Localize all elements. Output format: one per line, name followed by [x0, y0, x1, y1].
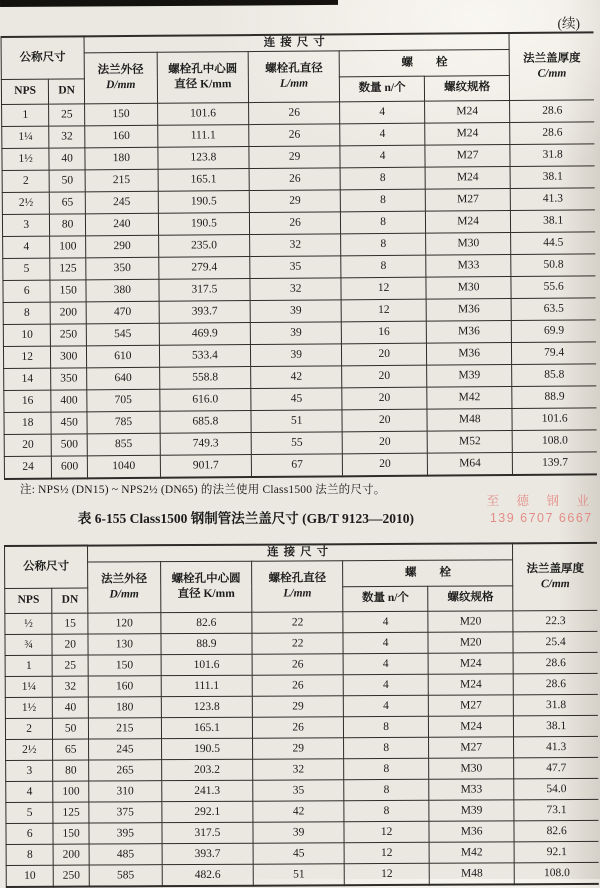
table-cell: 26 — [252, 674, 343, 695]
flange-table-continued — [1, 31, 597, 479]
col-header-nominal-size: 公称尺寸 — [5, 546, 88, 588]
bolt-hole-unit: L/mm — [283, 586, 312, 600]
table-cell: 215 — [85, 169, 158, 192]
continued-marker: (续) — [557, 16, 580, 31]
table-cell: 20 — [342, 343, 427, 366]
table-cell: 32 — [250, 277, 341, 300]
table-cell: 32 — [49, 125, 85, 147]
table-cell: 28.6 — [513, 673, 597, 694]
col-header-dn: DN — [52, 588, 88, 613]
table-cell: 82.6 — [514, 820, 598, 841]
table-cell: 69.9 — [512, 319, 596, 342]
table-cell: M52 — [427, 430, 512, 453]
table-cell: 38.1 — [510, 165, 594, 188]
table-cell: 50.8 — [511, 253, 595, 276]
table-cell: 375 — [89, 801, 162, 822]
table-cell: 14 — [4, 368, 52, 390]
table-cell: 12 — [344, 821, 429, 842]
table-cell: 290 — [86, 235, 159, 258]
col-header-bolt-group: 螺 栓 — [343, 559, 513, 586]
table-cell: 108.0 — [512, 429, 596, 452]
table-cell: 10 — [6, 865, 54, 887]
table-cell: M42 — [427, 386, 512, 409]
table-cell: 101.6 — [161, 654, 252, 675]
table-cell: ¾ — [5, 634, 52, 655]
table-cell: 8 — [6, 844, 53, 865]
table-header — [1, 32, 594, 104]
table-cell: M27 — [429, 736, 514, 757]
table-cell: 80 — [53, 760, 89, 781]
watermark-company: 至 德 钢 业 — [486, 494, 596, 508]
col-header-bolt-hole — [252, 560, 344, 611]
table-cell: 29 — [252, 695, 343, 716]
table-cell: 4 — [6, 781, 53, 802]
table-cell: M24 — [428, 715, 513, 736]
table-cell: 29 — [253, 737, 344, 758]
table-cell: 22 — [252, 611, 343, 632]
table-cell: 1040 — [87, 455, 160, 478]
table-cell: 29 — [249, 145, 340, 168]
table-cell: M36 — [429, 820, 514, 841]
table-cell: 685.8 — [160, 410, 251, 433]
table-cell: 600 — [52, 455, 88, 478]
table-cell: 16 — [4, 390, 52, 412]
watermark — [487, 493, 596, 527]
table-cell: 29 — [249, 189, 340, 212]
table-cell: 18 — [4, 412, 52, 434]
table-cell: M33 — [426, 254, 511, 277]
col-header-flange-od — [88, 561, 161, 612]
table-cell: 8 — [344, 716, 429, 737]
table-cell: 610 — [86, 345, 159, 368]
table-cell: 51 — [253, 863, 344, 885]
table-cell: 32 — [253, 758, 344, 779]
table-cell: 203.2 — [161, 759, 252, 780]
table-cell: M20 — [428, 610, 513, 631]
table-cell: M24 — [425, 122, 510, 145]
table-cell: M27 — [425, 144, 510, 167]
col-header-nps: NPS — [1, 79, 49, 104]
table-cell: 22.3 — [513, 610, 597, 631]
table-cell: M36 — [426, 298, 511, 321]
table-cell: 55.6 — [511, 275, 595, 298]
table-cell: 10 — [3, 324, 51, 346]
table-cell: 500 — [52, 433, 88, 455]
table-cell: 123.8 — [158, 146, 249, 169]
table-cell: 100 — [50, 235, 86, 257]
table-body — [2, 99, 597, 478]
table-row — [6, 862, 599, 887]
table-cell: 26 — [249, 123, 340, 146]
table-cell: 2½ — [2, 192, 50, 214]
bolt-circle-unit: 直径 K/mm — [177, 587, 235, 600]
table-cell: ½ — [5, 613, 52, 634]
table-cell: 51 — [251, 409, 342, 432]
table-cell: 12 — [3, 346, 51, 368]
col-header-cover-thickness — [509, 32, 594, 100]
bolt-hole-unit: L/mm — [279, 77, 309, 90]
table-cell: M39 — [429, 799, 514, 820]
table-cell: 165.1 — [161, 717, 252, 738]
col-header-thread-spec: 螺纹规格 — [424, 75, 510, 101]
table-cell: 160 — [85, 125, 158, 148]
table-cell: M30 — [426, 276, 511, 299]
table-cell: 8 — [344, 800, 429, 821]
col-header-connection-size: 连接尺寸 — [87, 543, 512, 561]
table-cell: 300 — [51, 345, 87, 367]
table-cell: 26 — [249, 101, 340, 124]
table-cell: M39 — [427, 364, 512, 387]
table-cell: 82.6 — [161, 612, 252, 633]
table-header — [5, 543, 598, 613]
table-cell: 20 — [52, 634, 88, 655]
table-cell: 8 — [340, 167, 425, 190]
table-note: 注: NPS½ (DN15) ~ NPS2½ (DN65) 的法兰使用 Class1500 法兰的尺寸。 — [20, 484, 386, 496]
table-cell: 901.7 — [160, 454, 251, 477]
table-cell: 3 — [6, 760, 53, 781]
cover-thickness-label: 法兰盖厚度 — [526, 563, 585, 576]
table-cell: 200 — [50, 301, 86, 323]
table-cell: 215 — [88, 717, 161, 738]
table-cell: 25.4 — [513, 631, 597, 652]
table-cell: 12 — [341, 277, 426, 300]
table-cell: 20 — [4, 434, 52, 456]
table-cell: 40 — [49, 147, 85, 169]
table-cell: 1 — [5, 655, 52, 676]
table-cell: M24 — [425, 100, 510, 123]
table-row — [4, 451, 597, 478]
table-cell: 38.1 — [511, 209, 595, 232]
table-cell: 32 — [250, 233, 341, 256]
table-cell: 63.5 — [511, 297, 595, 320]
table-cell: M33 — [429, 778, 514, 799]
table-cell: 39 — [250, 321, 341, 344]
table-cell: 120 — [88, 612, 161, 633]
table-cell: 85.8 — [512, 363, 596, 386]
table-cell: 180 — [88, 696, 161, 717]
table-cell: 47.7 — [514, 757, 598, 778]
table-cell: 250 — [51, 323, 87, 345]
table-cell: M48 — [427, 408, 512, 431]
table-cell: 393.7 — [162, 843, 253, 864]
table-cell: 5 — [3, 258, 51, 280]
table-cell: 39 — [250, 299, 341, 322]
table-cell: 190.5 — [158, 190, 249, 213]
table-cell: 469.9 — [159, 322, 250, 345]
table-cell: 12 — [344, 842, 429, 863]
table-cell: 40 — [53, 697, 89, 718]
table-cell: 55 — [251, 431, 342, 454]
table-cell: 31.8 — [514, 694, 598, 715]
bolt-circle-unit: 直径 K/mm — [174, 77, 232, 91]
table-cell: 45 — [253, 842, 344, 863]
table-cell: 558.8 — [159, 366, 250, 389]
table-cell: 4 — [3, 236, 51, 258]
table-cell: 190.5 — [161, 738, 252, 759]
table-cell: 139.7 — [513, 451, 597, 474]
table-cell: 4 — [343, 611, 428, 632]
table-cell: 4 — [343, 674, 428, 695]
table-cell: 350 — [51, 367, 87, 389]
table-cell: 38.1 — [514, 715, 598, 736]
table-cell: M36 — [426, 342, 511, 365]
col-header-flange-od — [84, 52, 157, 104]
table-cell: 545 — [86, 323, 159, 346]
table-cell: 44.5 — [511, 231, 595, 254]
table-cell: 20 — [342, 431, 427, 454]
table-cell: 101.6 — [512, 407, 596, 430]
table-cell: M27 — [425, 188, 510, 211]
bolt-circle-label: 螺栓孔中心圆 — [171, 572, 241, 586]
table-cell: 450 — [51, 411, 87, 433]
table-cell: 395 — [89, 822, 162, 843]
table-cell: 4 — [343, 632, 428, 653]
table-cell: M64 — [427, 452, 512, 475]
table-cell: 245 — [85, 191, 158, 214]
table-cell: 28.6 — [510, 99, 594, 122]
table-cell: 533.4 — [159, 344, 250, 367]
table-cell: 317.5 — [159, 278, 250, 301]
table-cell: 150 — [84, 103, 157, 126]
col-header-dn: DN — [49, 78, 85, 103]
table-cell: 1¼ — [5, 676, 52, 697]
table-cell: 8 — [341, 189, 426, 212]
col-header-connection-size: 连接尺寸 — [84, 33, 509, 52]
table-cell: M30 — [426, 232, 511, 255]
table-cell: 25 — [49, 103, 85, 125]
flange-od-label: 法兰外径 — [97, 64, 144, 77]
table-cell: 2 — [5, 718, 52, 739]
class1500-continuation-table — [1, 31, 597, 479]
table-cell: 8 — [341, 211, 426, 234]
table-cell: 640 — [87, 367, 160, 390]
table-cell: 39 — [253, 821, 344, 842]
table-cell: 41.3 — [511, 187, 595, 210]
cover-thickness-label: 法兰盖厚度 — [523, 52, 581, 66]
table-cell: 111.1 — [158, 124, 249, 147]
table-cell: 2 — [2, 170, 50, 192]
flange-od-unit: D/mm — [106, 78, 136, 91]
table-cell: 749.3 — [160, 432, 251, 455]
table-cell: 79.4 — [512, 341, 596, 364]
watermark-phone: 139 6707 6667 — [489, 510, 593, 525]
table-cell: 585 — [89, 864, 162, 886]
bolt-circle-label: 螺栓孔中心圆 — [168, 63, 238, 76]
col-header-nps: NPS — [5, 588, 53, 613]
table-cell: M42 — [429, 841, 514, 862]
header-row — [5, 559, 598, 588]
table-cell: 16 — [342, 321, 427, 344]
table-cell: 54.0 — [514, 778, 598, 799]
table-cell: 279.4 — [159, 256, 250, 279]
table-cell: 12 — [344, 863, 429, 885]
table-cell: 785 — [87, 411, 160, 434]
col-header-bolt-qty: 数量 n/个 — [340, 76, 425, 102]
bolt-hole-label: 螺栓孔直径 — [268, 572, 327, 585]
col-header-bolt-hole — [248, 50, 340, 102]
table-cell: 317.5 — [162, 822, 253, 843]
table-cell: 92.1 — [514, 841, 598, 862]
scan-edge-strip — [0, 0, 338, 7]
table-cell: 101.6 — [157, 102, 248, 125]
table-cell: 26 — [249, 167, 340, 190]
table-cell: 26 — [249, 211, 340, 234]
table-cell: 15 — [52, 613, 88, 634]
table-cell: 50 — [49, 169, 85, 191]
col-header-bolt-qty: 数量 n/个 — [343, 586, 428, 611]
table-cell: 310 — [89, 780, 162, 801]
table-cell: 88.9 — [512, 385, 596, 408]
table2-title: 表 6-155 Class1500 钢制管法兰盖尺寸 (GB/T 9123—2010) — [77, 511, 415, 526]
table-cell: M24 — [428, 673, 513, 694]
table-cell: 4 — [344, 695, 429, 716]
flange-od-label: 法兰外径 — [101, 573, 148, 586]
table-cell: 26 — [252, 653, 343, 674]
table-cell: 12 — [341, 299, 426, 322]
table-cell: 20 — [342, 365, 427, 388]
col-header-thread-spec: 螺纹规格 — [428, 585, 513, 610]
table-cell: 42 — [253, 800, 344, 821]
table-cell: 80 — [50, 213, 86, 235]
table-cell: 24 — [4, 456, 52, 479]
table-cell: 200 — [53, 844, 89, 865]
table-cell: 616.0 — [160, 388, 251, 411]
table-cell: 100 — [53, 781, 89, 802]
table-cell: 20 — [342, 409, 427, 432]
table-cell: 41.3 — [514, 736, 598, 757]
table-cell: 42 — [251, 365, 342, 388]
table-cell: 108.0 — [514, 862, 598, 884]
col-header-bolt-circle — [160, 561, 252, 612]
table-cell: 241.3 — [162, 780, 253, 801]
table-cell: 67 — [251, 453, 342, 476]
table-cell: M20 — [428, 631, 513, 652]
table-cell: 292.1 — [162, 801, 253, 822]
table-cell: 160 — [88, 675, 161, 696]
table-cell: 250 — [54, 865, 90, 887]
table-cell: 150 — [50, 279, 86, 301]
table-cell: 32 — [53, 676, 89, 697]
table-cell: 35 — [253, 779, 344, 800]
table-cell: 8 — [341, 233, 426, 256]
table-cell: 88.9 — [161, 633, 252, 654]
table-cell: 25 — [52, 655, 88, 676]
table-cell: 350 — [86, 257, 159, 280]
table-cell: 8 — [344, 758, 429, 779]
table-cell: 245 — [88, 738, 161, 759]
col-header-bolt-group: 螺 栓 — [339, 49, 509, 76]
table-cell: 39 — [250, 343, 341, 366]
table-cell: 20 — [342, 387, 427, 410]
table-cell: 28.6 — [513, 652, 597, 673]
table-cell: 73.1 — [514, 799, 598, 820]
table-cell: 150 — [88, 654, 161, 675]
table-cell: M48 — [429, 862, 514, 884]
table-cell: 400 — [51, 389, 87, 411]
table-cell: 482.6 — [162, 864, 253, 886]
col-header-bolt-circle — [157, 51, 249, 103]
table-cell: 1 — [2, 104, 50, 126]
table-cell: 8 — [344, 779, 429, 800]
table-cell: 130 — [88, 633, 161, 654]
table-cell: 22 — [252, 632, 343, 653]
table-cell: 8 — [341, 255, 426, 278]
table-cell: 4 — [340, 123, 425, 146]
table-cell: 6 — [6, 823, 53, 844]
table-cell: 20 — [343, 453, 428, 476]
table-cell: M24 — [425, 166, 510, 189]
table-cell: 165.1 — [158, 168, 249, 191]
table-cell: 35 — [250, 255, 341, 278]
table-cell: 8 — [3, 302, 51, 324]
table-cell: 50 — [53, 718, 89, 739]
table-cell: 180 — [85, 147, 158, 170]
flange-table-6-155 — [4, 542, 599, 888]
table-cell: 28.6 — [510, 121, 594, 144]
table-cell: 855 — [87, 433, 160, 456]
table-cell: 1¼ — [2, 126, 50, 148]
bolt-hole-label: 螺栓孔直径 — [265, 62, 323, 76]
flange-od-unit: D/mm — [109, 587, 139, 600]
table-cell: 4 — [343, 653, 428, 674]
table-cell: M30 — [429, 757, 514, 778]
table-cell: 235.0 — [158, 234, 249, 257]
table-cell: M36 — [426, 320, 511, 343]
table-cell: 125 — [50, 257, 86, 279]
table-cell: 265 — [89, 759, 162, 780]
table-cell: M27 — [428, 694, 513, 715]
table-cell: 4 — [340, 101, 425, 124]
table-cell: 150 — [53, 823, 89, 844]
table-cell: 380 — [86, 279, 159, 302]
table-body — [5, 610, 599, 887]
table-cell: 5 — [6, 802, 53, 823]
col-header-cover-thickness — [513, 543, 598, 610]
table-cell: 1½ — [2, 148, 50, 170]
table-cell: M24 — [428, 652, 513, 673]
table-cell: 1½ — [5, 697, 52, 718]
table-cell: 393.7 — [159, 300, 250, 323]
table-cell: 125 — [53, 802, 89, 823]
col-header-nominal-size: 公称尺寸 — [1, 36, 84, 79]
table-cell: 31.8 — [510, 143, 594, 166]
table-cell: 485 — [89, 843, 162, 864]
table-cell: 111.1 — [161, 675, 252, 696]
table-cell: 65 — [50, 191, 86, 213]
table-cell: M24 — [425, 210, 510, 233]
table-cell: 123.8 — [161, 696, 252, 717]
cover-thickness-unit: C/mm — [540, 577, 570, 590]
table-cell: 65 — [53, 739, 89, 760]
table-cell: 45 — [251, 387, 342, 410]
table-cell: 4 — [340, 145, 425, 168]
table-cell: 26 — [252, 716, 343, 737]
cover-thickness-unit: C/mm — [537, 67, 567, 80]
table-cell: 240 — [85, 213, 158, 236]
table-cell: 470 — [86, 301, 159, 324]
table-cell: 2½ — [6, 739, 53, 760]
table-cell: 705 — [87, 389, 160, 412]
table-cell: 6 — [3, 280, 51, 302]
table-cell: 8 — [344, 737, 429, 758]
table-cell: 3 — [2, 214, 50, 236]
class1500-blind-flange-table — [4, 542, 599, 888]
table-cell: 190.5 — [158, 212, 249, 235]
